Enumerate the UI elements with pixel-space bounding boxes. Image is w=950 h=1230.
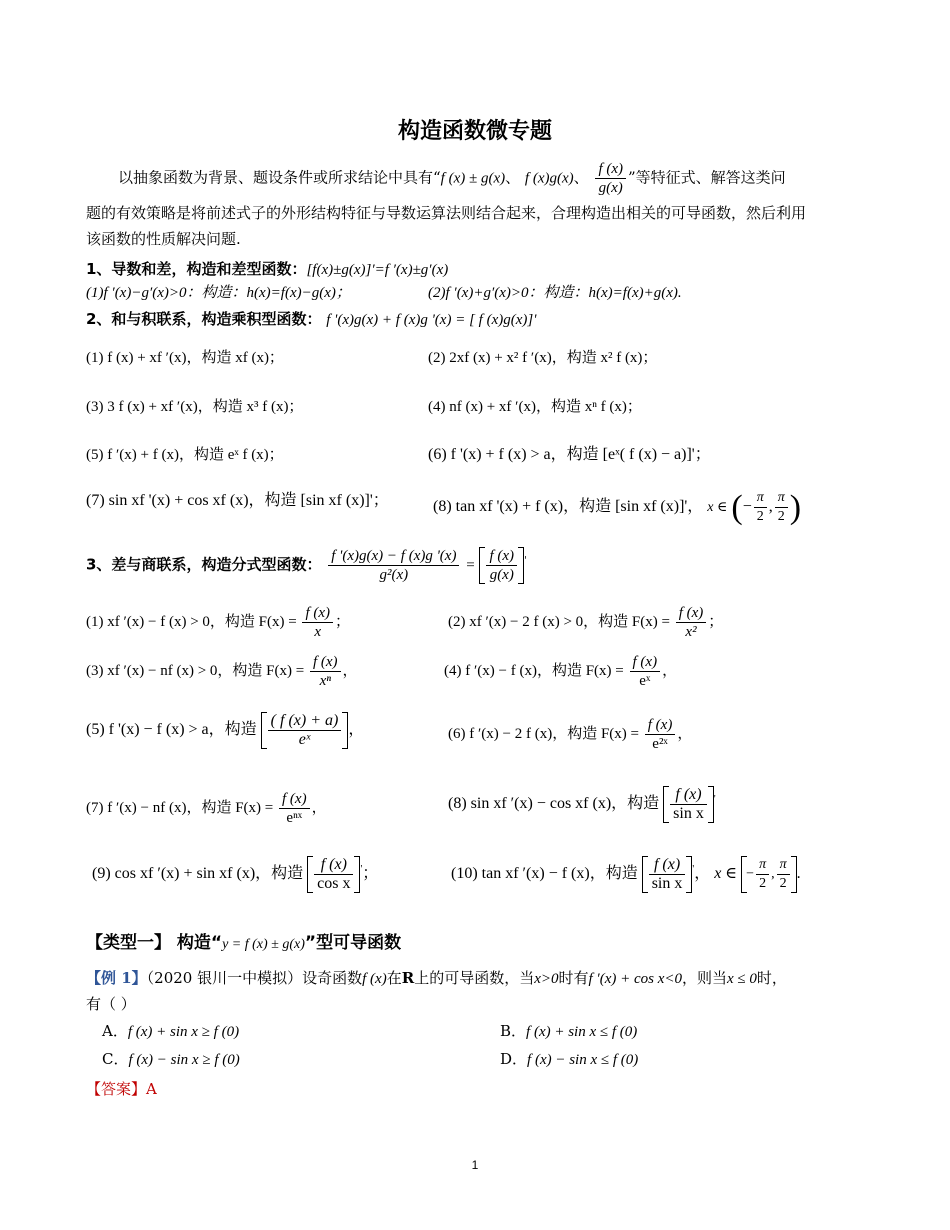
item-tail: ， — [677, 725, 693, 742]
interval-left-den: 2 — [756, 509, 764, 524]
section-2-minus: − — [742, 498, 752, 516]
item-tail: ； — [362, 865, 379, 883]
right-paren-icon: ) — [789, 488, 802, 526]
item-lhs: (6) f ′(x) − 2 f (x)，构造 F(x) = — [448, 725, 639, 742]
answer-row — [86, 1077, 157, 1101]
option-letter: B． — [500, 1022, 527, 1040]
intro-text-a: 以抽象函数为背景、题设条件或所求结论中具有“ — [118, 168, 441, 187]
intro-fraction — [595, 160, 626, 197]
item-num: f (x) — [314, 856, 353, 875]
item-lhs: (2) xf ′(x) − 2 f (x) > 0，构造 F(x) = — [448, 613, 670, 630]
section-2-item-1: (1) f (x) + xf ′(x)，构造 xf (x)； — [86, 350, 284, 366]
section-2-item-3: (3) 3 f (x) + xf ′(x)，构造 x³ f (x)； — [86, 399, 304, 415]
intro-frac-num: f (x) — [595, 160, 626, 179]
section-3-bracket-num: f (x) — [486, 547, 517, 566]
item-prime: ' — [692, 863, 695, 875]
example-math: x ≤ 0 — [727, 971, 757, 987]
item-num: ( f (x) + a) — [268, 712, 342, 731]
item-lhs: (5) f '(x) − f (x) > a，构造 — [86, 721, 257, 739]
example-math: x>0 — [534, 971, 559, 987]
section-2-interval-right — [775, 489, 788, 526]
intro-frac-den: g(x) — [598, 180, 623, 196]
section-3-equals: = — [466, 557, 475, 574]
section-2-heading-row — [86, 307, 536, 332]
item-num: f (x) — [630, 653, 661, 672]
item-lhs: (9) cos xf ′(x) + sin xf (x)，构造 — [92, 865, 304, 883]
section-3-heading-row — [86, 547, 527, 584]
section-3-item-3 — [86, 653, 358, 690]
section-2-item-5: (5) f ′(x) + f (x)，构造 eˣ f (x)； — [86, 447, 284, 463]
interval-minus: − — [746, 866, 755, 882]
type-1-heading — [86, 928, 401, 953]
item-den: xⁿ — [319, 673, 331, 689]
item-num: f (x) — [676, 604, 707, 623]
section-2-interval-prefix: x ∈ — [707, 500, 728, 516]
item-den: cos x — [317, 875, 351, 892]
answer-tag: 【答案】 — [86, 1080, 147, 1098]
page-number: 1 — [471, 1158, 479, 1172]
item-lhs: (1) xf ′(x) − f (x) > 0，构造 F(x) = — [86, 613, 297, 630]
interval-right-num: π — [777, 856, 790, 875]
interval-right-den: 2 — [777, 509, 785, 524]
item-den: eⁿˣ — [286, 810, 303, 826]
example-text: 在 — [386, 969, 402, 987]
section-3-item-4 — [444, 653, 677, 690]
example-math: f (x) — [362, 971, 387, 987]
example-text: 上的可导函数，当 — [414, 969, 535, 987]
type-1-heading-a: 【类型一】 构造“ — [86, 933, 223, 953]
section-3-item-7 — [86, 790, 327, 827]
item-prime: ' — [360, 863, 363, 875]
item-num: f (x) — [670, 786, 707, 805]
intro-expr-1: f (x) ± g(x) — [440, 170, 506, 187]
section-1-formula: [f(x)±g(x)]′=f ′(x)±g′(x) — [306, 262, 449, 278]
item-lhs: (4) f ′(x) − f (x)，构造 F(x) = — [444, 662, 624, 679]
section-3-item-10 — [451, 856, 801, 893]
example-1-tag: 【例 1】 — [86, 969, 147, 987]
intro-line-1 — [118, 160, 786, 197]
item-num: f (x) — [279, 790, 310, 809]
item-tail: ， — [348, 721, 365, 739]
option-expr: f (x) + sin x ≥ f (0) — [127, 1024, 240, 1040]
intro-line-2: 题的有效策略是将前述式子的外形结构特征与导数运算法则结合起来，合理构造出相关的可导函数，然后利用 — [86, 204, 807, 222]
section-3-bracket — [479, 547, 524, 584]
intro-line-3: 该函数的性质解决问题. — [86, 230, 241, 248]
item-den: e²ˣ — [652, 736, 668, 752]
item-den: eˣ — [298, 731, 311, 748]
item-tail: ， — [662, 662, 678, 679]
section-2-formula: f '(x)g(x) + f (x)g '(x) = [ f (x)g(x)]' — [326, 312, 537, 328]
item-tail: ； — [335, 613, 351, 630]
section-3-bracket-den: g(x) — [489, 567, 514, 583]
example-text: （2020 银川一中模拟）设奇函数 — [146, 969, 363, 987]
section-2-item-8: (8) tan xf '(x) + f (x)，构造 [sin xf (x)]'， — [433, 498, 704, 516]
section-2-heading: 2、和与积联系，构造乘积型函数： — [86, 310, 322, 328]
item-end: . — [796, 865, 801, 883]
section-3-prime: ' — [524, 555, 527, 567]
option-b[interactable] — [500, 1019, 637, 1044]
option-c[interactable] — [102, 1047, 240, 1072]
interval-left-num: π — [754, 489, 767, 508]
item-lhs: (8) sin xf ′(x) − cos xf (x)，构造 — [448, 795, 660, 813]
example-math: f ′(x) + cos x<0 — [588, 971, 682, 987]
interval-comma: , — [771, 866, 775, 882]
item-num: f (x) — [302, 604, 333, 623]
example-text: 时， — [756, 969, 787, 987]
type-1-expr: y = f (x) ± g(x) — [222, 937, 305, 952]
item-den: eˣ — [639, 673, 651, 689]
section-2-item-2: (2) 2xf (x) + x² f ′(x)，构造 x² f (x)； — [428, 350, 658, 366]
section-2-item-7: (7) sin xf '(x) + cos xf (x)，构造 [sin xf (x)]'； — [86, 492, 389, 509]
type-1-heading-b: ”型可导函数 — [304, 933, 402, 953]
section-1-item-2: (2)f ′(x)+g′(x)>0：构造：h(x)=f(x)+g(x). — [428, 285, 682, 301]
item-num: f (x) — [645, 716, 676, 735]
item-tail: ； — [708, 613, 724, 630]
interval-right-num: π — [775, 489, 788, 508]
option-a[interactable] — [102, 1019, 239, 1044]
section-2-item-6: (6) f '(x) + f (x) > a，构造 [eˣ( f (x) − a)]'； — [428, 446, 711, 463]
intro-text-b: ”等特征式、解答这类问 — [628, 168, 786, 187]
intro-sep-1: 、 — [505, 168, 521, 187]
item-lhs: (7) f ′(x) − nf (x)，构造 F(x) = — [86, 799, 274, 816]
section-3-interval-prefix: x ∈ — [714, 865, 738, 883]
section-3-formula — [328, 547, 459, 584]
item-tail: ， — [694, 865, 711, 883]
item-num: f (x) — [649, 856, 686, 875]
section-3-item-8 — [448, 786, 716, 823]
item-tail: ， — [311, 799, 327, 816]
item-prime: ' — [713, 793, 716, 805]
section-1-heading-row — [86, 257, 448, 282]
section-2-item-8-row — [433, 489, 801, 526]
section-2-interval-left — [754, 489, 767, 526]
item-lhs: (10) tan xf ′(x) − f (x)，构造 — [451, 865, 638, 883]
left-paren-icon: ( — [731, 488, 743, 526]
item-den: x² — [685, 624, 697, 640]
section-2-item-4: (4) nf (x) + xf ′(x)，构造 xⁿ f (x)； — [428, 399, 642, 415]
section-3-item-6 — [448, 716, 692, 753]
option-expr: f (x) + sin x ≤ f (0) — [526, 1024, 638, 1040]
option-letter: A． — [102, 1022, 128, 1040]
item-den: sin x — [673, 805, 704, 822]
example-text: ，则当 — [682, 969, 728, 987]
section-1-item-1: (1)f ′(x)−g′(x)>0：构造：h(x)=f(x)−g(x)； — [86, 285, 351, 301]
item-den: sin x — [651, 875, 683, 892]
intro-sep-2: 、 — [573, 168, 589, 187]
intro-expr-2: f (x)g(x) — [524, 170, 574, 187]
section-3-item-9 — [92, 856, 378, 893]
section-3-item-5 — [86, 712, 364, 749]
page-title: 构造函数微专题 — [397, 118, 552, 144]
section-3-heading: 3、差与商联系，构造分式型函数： — [86, 555, 322, 574]
option-letter: D． — [500, 1050, 528, 1068]
answer-value: A — [146, 1080, 157, 1098]
item-tail: ， — [342, 662, 358, 679]
option-expr: f (x) − sin x ≥ f (0) — [128, 1052, 240, 1068]
option-d[interactable] — [500, 1047, 638, 1072]
interval-left-num: π — [756, 856, 769, 875]
section-3-item-1 — [86, 604, 350, 641]
example-r: R — [401, 969, 415, 987]
item-num: f (x) — [310, 653, 341, 672]
interval-right-den: 2 — [779, 876, 787, 891]
section-1-heading: 1、导数和差，构造和差型函数： — [86, 260, 307, 278]
example-text: 时有 — [558, 969, 589, 987]
interval-left-den: 2 — [759, 876, 767, 891]
example-1-line-2: 有（ ） — [86, 995, 136, 1013]
option-expr: f (x) − sin x ≤ f (0) — [527, 1052, 639, 1068]
section-3-item-2 — [448, 604, 723, 641]
example-1-line-1 — [86, 966, 787, 991]
section-3-formula-num: f '(x)g(x) − f (x)g '(x) — [328, 547, 459, 566]
item-lhs: (3) xf ′(x) − nf (x) > 0，构造 F(x) = — [86, 662, 305, 679]
section-3-formula-den: g²(x) — [379, 567, 409, 583]
item-den: x — [314, 624, 322, 640]
option-letter: C． — [102, 1050, 129, 1068]
section-2-comma: , — [768, 498, 773, 516]
